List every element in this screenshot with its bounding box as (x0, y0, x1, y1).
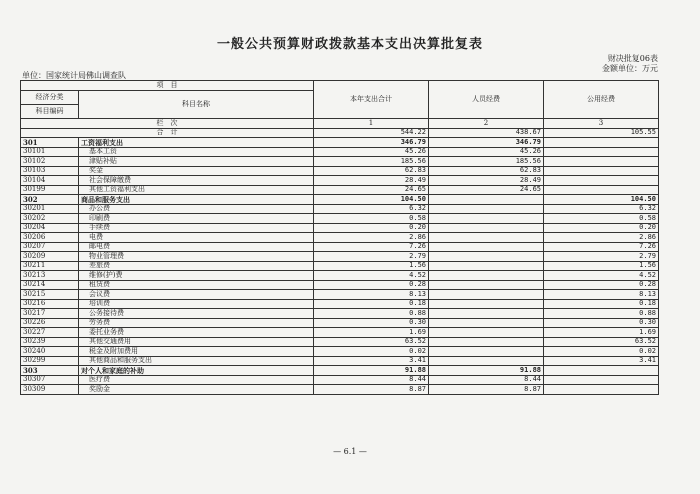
personnel-value (429, 271, 544, 281)
total-value: 2.79 (314, 252, 429, 262)
subject-code: 303 (21, 366, 79, 376)
subject-name: 公务接待费 (79, 309, 314, 319)
subject-name: 邮电费 (79, 242, 314, 252)
personnel-value (429, 299, 544, 309)
public-value: 7.26 (544, 242, 659, 252)
subject-code: 30227 (21, 328, 79, 338)
subject-name: 劳务费 (79, 318, 314, 328)
subject-code: 30309 (21, 385, 79, 395)
public-value (544, 176, 659, 186)
subject-name: 物业管理费 (79, 252, 314, 262)
table-row (21, 385, 659, 395)
total-value: 4.52 (314, 271, 429, 281)
public-value (544, 166, 659, 176)
subject-code: 30217 (21, 309, 79, 319)
subject-name: 奖励金 (79, 385, 314, 395)
total-value: 3.41 (314, 356, 429, 366)
public-value: 2.86 (544, 233, 659, 243)
table-row (21, 147, 659, 157)
subject-code: 30102 (21, 157, 79, 167)
subject-name: 商品和服务支出 (79, 195, 314, 205)
personnel-value (429, 195, 544, 205)
subject-name: 会议费 (79, 290, 314, 300)
personnel-value (429, 233, 544, 243)
subject-code: 30207 (21, 242, 79, 252)
total-value: 0.20 (314, 223, 429, 233)
total-value: 185.56 (314, 157, 429, 167)
subject-name: 租赁费 (79, 280, 314, 290)
table-row (21, 375, 659, 385)
subject-code: 30211 (21, 261, 79, 271)
personnel-value (429, 356, 544, 366)
total-value: 1.69 (314, 328, 429, 338)
total-value: 8.87 (314, 385, 429, 395)
public-value: 63.52 (544, 337, 659, 347)
header-subject-code: 科目编码 (21, 105, 79, 119)
personnel-value (429, 261, 544, 271)
table-row (21, 176, 659, 186)
budget-table (20, 80, 659, 395)
subject-code: 30103 (21, 166, 79, 176)
total-value: 24.65 (314, 185, 429, 195)
table-row (21, 223, 659, 233)
personnel-value (429, 223, 544, 233)
table-row (21, 299, 659, 309)
table-row (21, 271, 659, 281)
table-row (21, 337, 659, 347)
table-row (21, 166, 659, 176)
total-value: 8.44 (314, 375, 429, 385)
subject-name: 对个人和家庭的补助 (79, 366, 314, 376)
public-value: 0.58 (544, 214, 659, 224)
subject-code: 30206 (21, 233, 79, 243)
subject-code: 30101 (21, 147, 79, 157)
page-number: — 6.1 — (333, 447, 367, 456)
total-value: 63.52 (314, 337, 429, 347)
personnel-value (429, 318, 544, 328)
subject-code: 30104 (21, 176, 79, 186)
table-row (21, 328, 659, 338)
subject-code: 30307 (21, 375, 79, 385)
personnel-value (429, 204, 544, 214)
table-row (21, 204, 659, 214)
total-sum: 544.22 (314, 128, 429, 138)
personnel-value (429, 252, 544, 262)
public-value (544, 366, 659, 376)
subject-code: 30209 (21, 252, 79, 262)
subject-name: 电费 (79, 233, 314, 243)
total-personnel: 438.67 (429, 128, 544, 138)
personnel-value: 24.65 (429, 185, 544, 195)
subject-code: 301 (21, 138, 79, 148)
public-value: 3.41 (544, 356, 659, 366)
subject-code: 30226 (21, 318, 79, 328)
subject-code: 30201 (21, 204, 79, 214)
total-value: 0.28 (314, 280, 429, 290)
subject-name: 委托业务费 (79, 328, 314, 338)
subject-code: 30215 (21, 290, 79, 300)
subject-name: 奖金 (79, 166, 314, 176)
total-value: 346.79 (314, 138, 429, 148)
total-value: 2.86 (314, 233, 429, 243)
total-value: 28.49 (314, 176, 429, 186)
subject-name: 基本工资 (79, 147, 314, 157)
personnel-value (429, 242, 544, 252)
personnel-value: 185.56 (429, 157, 544, 167)
public-value: 2.79 (544, 252, 659, 262)
organization: 单位：国家统计局佛山调查队 (22, 71, 126, 80)
total-value: 0.30 (314, 318, 429, 328)
table-row (21, 290, 659, 300)
subject-code: 30202 (21, 214, 79, 224)
subject-code: 30199 (21, 185, 79, 195)
table-row (21, 252, 659, 262)
subject-name: 工资福利支出 (79, 138, 314, 148)
personnel-value: 8.87 (429, 385, 544, 395)
col-number-2: 2 (429, 119, 544, 129)
public-value: 104.50 (544, 195, 659, 205)
subject-name: 社会保障缴费 (79, 176, 314, 186)
public-value: 8.13 (544, 290, 659, 300)
table-row (21, 185, 659, 195)
subject-code: 30216 (21, 299, 79, 309)
total-value: 0.88 (314, 309, 429, 319)
subject-name: 税金及附加费用 (79, 347, 314, 357)
public-value (544, 385, 659, 395)
public-value: 0.02 (544, 347, 659, 357)
total-label: 合 计 (21, 128, 314, 138)
subject-code: 302 (21, 195, 79, 205)
personnel-value (429, 280, 544, 290)
personnel-value: 91.88 (429, 366, 544, 376)
public-value: 6.32 (544, 204, 659, 214)
public-value (544, 157, 659, 167)
total-value: 45.26 (314, 147, 429, 157)
total-value: 62.83 (314, 166, 429, 176)
public-value: 1.69 (544, 328, 659, 338)
public-value (544, 375, 659, 385)
table-row (21, 242, 659, 252)
table-row (21, 309, 659, 319)
public-value (544, 147, 659, 157)
public-value: 0.28 (544, 280, 659, 290)
page-title: 一般公共预算财政拨款基本支出决算批复表 (216, 37, 483, 52)
lanci-label: 栏 次 (21, 119, 314, 129)
subject-name: 培训费 (79, 299, 314, 309)
personnel-value: 8.44 (429, 375, 544, 385)
subject-name: 其他工资福利支出 (79, 185, 314, 195)
table-row (21, 233, 659, 243)
personnel-value (429, 309, 544, 319)
personnel-value: 28.49 (429, 176, 544, 186)
total-value: 104.50 (314, 195, 429, 205)
subject-name: 医疗费 (79, 375, 314, 385)
subject-code: 30299 (21, 356, 79, 366)
subject-name: 手续费 (79, 223, 314, 233)
table-row (21, 261, 659, 271)
header-subject-name: 科目名称 (79, 91, 314, 119)
form-number: 财决批复06表 (607, 54, 658, 63)
subject-code: 30239 (21, 337, 79, 347)
subject-name: 其他交通费用 (79, 337, 314, 347)
header-col1: 本年支出合计 (314, 81, 429, 119)
personnel-value: 62.83 (429, 166, 544, 176)
subject-code: 30204 (21, 223, 79, 233)
public-value (544, 138, 659, 148)
subject-name: 印刷费 (79, 214, 314, 224)
personnel-value (429, 290, 544, 300)
personnel-value (429, 337, 544, 347)
total-value: 0.18 (314, 299, 429, 309)
header-col2: 人员经费 (429, 81, 544, 119)
table-row (21, 195, 659, 205)
header-econ-class: 经济分类 (21, 91, 79, 105)
table-row (21, 138, 659, 148)
public-value: 0.20 (544, 223, 659, 233)
subject-name: 维修(护)费 (79, 271, 314, 281)
total-public: 105.55 (544, 128, 659, 138)
personnel-value (429, 214, 544, 224)
public-value: 0.18 (544, 299, 659, 309)
header-col3: 公用经费 (544, 81, 659, 119)
table-row (21, 347, 659, 357)
personnel-value (429, 347, 544, 357)
public-value: 4.52 (544, 271, 659, 281)
amount-unit: 金额单位：万元 (602, 64, 658, 73)
col-number-1: 1 (314, 119, 429, 129)
total-value: 6.32 (314, 204, 429, 214)
subject-name: 差旅费 (79, 261, 314, 271)
subject-name: 其他商品和服务支出 (79, 356, 314, 366)
total-value: 8.13 (314, 290, 429, 300)
table-row (21, 157, 659, 167)
subject-code: 30240 (21, 347, 79, 357)
personnel-value: 45.26 (429, 147, 544, 157)
table-row (21, 318, 659, 328)
total-value: 7.26 (314, 242, 429, 252)
public-value: 0.30 (544, 318, 659, 328)
total-value: 91.88 (314, 366, 429, 376)
total-value: 0.58 (314, 214, 429, 224)
subject-code: 30214 (21, 280, 79, 290)
personnel-value (429, 328, 544, 338)
table-row (21, 356, 659, 366)
total-value: 0.02 (314, 347, 429, 357)
col-number-3: 3 (544, 119, 659, 129)
table-row (21, 280, 659, 290)
public-value: 0.88 (544, 309, 659, 319)
personnel-value: 346.79 (429, 138, 544, 148)
total-value: 1.56 (314, 261, 429, 271)
subject-code: 30213 (21, 271, 79, 281)
subject-name: 办公费 (79, 204, 314, 214)
header-item: 项 目 (21, 81, 314, 91)
public-value (544, 185, 659, 195)
subject-name: 津贴补贴 (79, 157, 314, 167)
public-value: 1.56 (544, 261, 659, 271)
table-row (21, 366, 659, 376)
table-row (21, 214, 659, 224)
